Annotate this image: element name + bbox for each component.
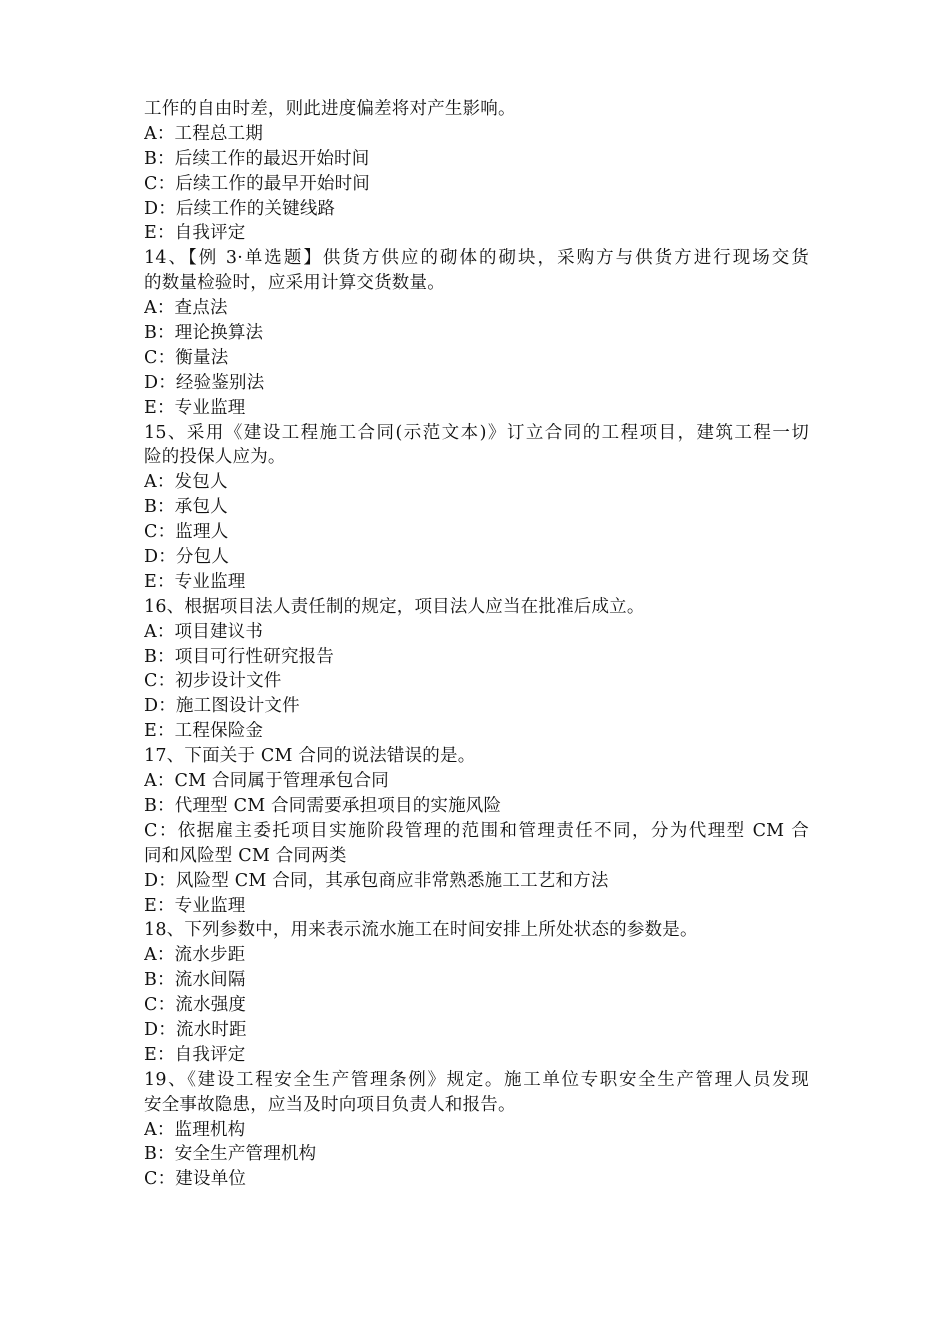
text-line: 16、根据项目法人责任制的规定，项目法人应当在批准后成立。 — [144, 596, 645, 617]
text-line: A：CM 合同属于管理承包合同 — [144, 771, 390, 792]
text-line: B：代理型 CM 合同需要承担项目的实施风险 — [144, 795, 502, 816]
text-line: D：后续工作的关键线路 — [144, 198, 336, 219]
text-line: B：承包人 — [144, 497, 228, 518]
text-line: D：分包人 — [144, 547, 230, 568]
text-line: 19、《建设工程安全生产管理条例》规定。施工单位专职安全生产管理人员发现 — [144, 1069, 809, 1090]
text-line: E：工程保险金 — [144, 721, 264, 742]
text-line: B：理论换算法 — [144, 323, 264, 344]
text-line: E：自我评定 — [144, 1044, 246, 1065]
text-line: B：后续工作的最迟开始时间 — [144, 148, 370, 169]
text-line: 18、下列参数中，用来表示流水施工在时间安排上所处状态的参数是。 — [144, 920, 698, 941]
text-line: 的数量检验时，应采用计算交货数量。 — [144, 273, 445, 294]
text-line: B：流水间隔 — [144, 970, 246, 991]
text-line: B：安全生产管理机构 — [144, 1144, 317, 1165]
text-line: A：查点法 — [144, 298, 228, 319]
text-line: A：流水步距 — [144, 945, 246, 966]
text-line: D：施工图设计文件 — [144, 696, 300, 717]
text-line: C：建设单位 — [144, 1169, 247, 1190]
document-page — [144, 97, 809, 1192]
text-line: E：专业监理 — [144, 895, 246, 916]
text-line: A：工程总工期 — [144, 123, 264, 144]
text-line: C：依据雇主委托项目实施阶段管理的范围和管理责任不同，分为代理型 CM 合 — [144, 820, 809, 841]
text-line: 14、【例 3·单选题】供货方供应的砌体的砌块，采购方与供货方进行现场交货 — [144, 248, 809, 269]
text-line: E：自我评定 — [144, 223, 246, 244]
text-line: E：专业监理 — [144, 571, 246, 592]
text-line: C：初步设计文件 — [144, 671, 282, 692]
text-line: A：项目建议书 — [144, 621, 264, 642]
text-line: A：发包人 — [144, 472, 228, 493]
text-line: 险的投保人应为。 — [144, 447, 286, 468]
text-line: C：流水强度 — [144, 995, 247, 1016]
text-line: C：衡量法 — [144, 347, 229, 368]
text-line: A：监理机构 — [144, 1119, 246, 1140]
text-line: 15、采用《建设工程施工合同(示范文本)》订立合同的工程项目，建筑工程一切 — [144, 422, 809, 443]
text-line: E：专业监理 — [144, 397, 246, 418]
text-line: C：监理人 — [144, 522, 229, 543]
text-line: 工作的自由时差，则此进度偏差将对产生影响。 — [144, 99, 516, 119]
text-line: B：项目可行性研究报告 — [144, 646, 335, 667]
text-line: D：流水时距 — [144, 1019, 247, 1040]
text-line: C：后续工作的最早开始时间 — [144, 173, 370, 194]
text-line: D：经验鉴别法 — [144, 372, 265, 393]
text-line: D：风险型 CM 合同，其承包商应非常熟悉施工工艺和方法 — [144, 870, 609, 891]
text-line: 安全事故隐患，应当及时向项目负责人和报告。 — [144, 1094, 516, 1115]
text-line: 同和风险型 CM 合同两类 — [144, 845, 347, 866]
text-line: 17、下面关于 CM 合同的说法错误的是。 — [144, 746, 476, 767]
